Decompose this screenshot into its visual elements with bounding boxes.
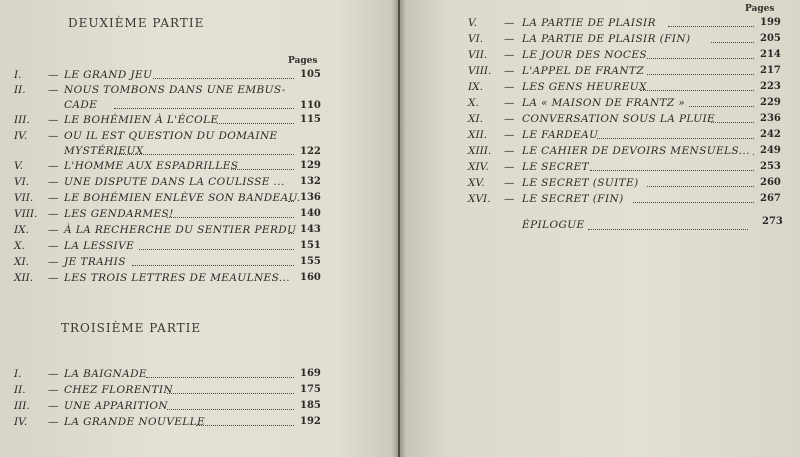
page-number: 143 (300, 224, 321, 235)
page-number: 105 (300, 69, 321, 80)
page-number: 169 (300, 368, 321, 379)
dash: — (48, 256, 59, 268)
dash: — (48, 69, 59, 81)
chapter-number: XIII. (468, 145, 492, 157)
toc-entry (468, 145, 788, 159)
leader-dots (288, 233, 294, 234)
leader-dots (167, 409, 294, 410)
chapter-title-continued: CADE (64, 99, 98, 111)
toc-entry (14, 400, 324, 414)
toc-entry (14, 224, 324, 238)
part-heading: TROISIÈME PARTIE (61, 321, 202, 335)
toc-entry (468, 161, 788, 175)
chapter-title: NOUS TOMBONS DANS UNE EMBUS- (64, 84, 286, 96)
chapter-title: LA PARTIE DE PLAISIR (FIN) (522, 33, 691, 45)
toc-entry (14, 384, 324, 398)
leader-dots (196, 425, 294, 426)
chapter-number: XVI. (468, 193, 491, 205)
toc-entry (14, 416, 324, 430)
chapter-number: II. (14, 384, 26, 396)
dash: — (504, 129, 515, 141)
chapter-title: LE SECRET (SUITE) (522, 177, 639, 189)
toc-entry (14, 114, 324, 128)
chapter-number: III. (14, 114, 30, 126)
pages-label: Pages (745, 4, 775, 14)
leader-dots (711, 42, 754, 43)
leader-dots (146, 377, 294, 378)
page-number: 160 (300, 272, 321, 283)
page-number: 155 (300, 256, 321, 267)
dash: — (504, 145, 515, 157)
chapter-title: CHEZ FLORENTIN (64, 384, 174, 396)
dash: — (504, 97, 515, 109)
chapter-title: LES GENS HEUREUX (522, 81, 647, 93)
dash: — (504, 33, 515, 45)
leader-dots (217, 123, 294, 124)
page-number: 205 (760, 33, 781, 44)
leader-dots (647, 186, 754, 187)
page-number: 151 (300, 240, 321, 251)
chapter-number: I. (14, 368, 22, 380)
chapter-number: VIII. (468, 65, 492, 77)
page-number: 175 (300, 384, 321, 395)
leader-dots (753, 154, 754, 155)
dash: — (48, 384, 59, 396)
leader-dots (711, 122, 754, 123)
chapter-number: IX. (468, 81, 483, 93)
dash: — (504, 49, 515, 61)
chapter-title: LES GENDARMES! (64, 208, 174, 220)
book-gutter (392, 0, 406, 457)
chapter-number: VIII. (14, 208, 38, 220)
leader-dots (647, 74, 754, 75)
toc-entry (468, 49, 788, 63)
page-number: 140 (300, 208, 321, 219)
chapter-number: VI. (14, 176, 30, 188)
page-number: 249 (760, 145, 781, 156)
page-number: 267 (760, 193, 781, 204)
toc-entry (468, 113, 788, 127)
dash: — (504, 17, 515, 29)
page-number: 223 (760, 81, 781, 92)
dash: — (48, 208, 59, 220)
leader-dots (231, 169, 294, 170)
leader-dots (590, 170, 754, 171)
page-number: 129 (300, 160, 321, 171)
chapter-title: LE CAHIER DE DEVOIRS MENSUELS... (522, 145, 750, 157)
chapter-title: LE JOUR DES NOCES (522, 49, 647, 61)
dash: — (48, 368, 59, 380)
chapter-number: IV. (14, 416, 28, 428)
toc-entry (14, 240, 324, 254)
chapter-title: À LA RECHERCHE DU SENTIER PERDU (64, 224, 297, 236)
toc-entry (14, 176, 324, 190)
toc-entry (14, 272, 324, 286)
chapter-number: VI. (468, 33, 484, 45)
toc-entry (14, 84, 324, 98)
leader-dots (668, 26, 754, 27)
leader-dots (114, 108, 294, 109)
chapter-title: LE FARDEAU (522, 129, 599, 141)
dash: — (48, 160, 59, 172)
page-number: 242 (760, 129, 781, 140)
page-number: 229 (760, 97, 781, 108)
leader-dots (633, 202, 755, 203)
chapter-number: IX. (14, 224, 29, 236)
dash: — (504, 81, 515, 93)
dash: — (48, 224, 59, 236)
dash: — (48, 114, 59, 126)
chapter-title: LA LESSIVE (64, 240, 135, 252)
toc-entry (14, 160, 324, 174)
chapter-title: LE BOHÉMIEN À L'ÉCOLE (64, 114, 219, 126)
leader-dots (139, 249, 294, 250)
chapter-number: II. (14, 84, 26, 96)
chapter-number: X. (468, 97, 479, 109)
chapter-number: XIV. (468, 161, 489, 173)
toc-entry (468, 81, 788, 95)
chapter-title: LE SECRET (522, 161, 590, 173)
dash: — (48, 240, 59, 252)
chapter-title: OU IL EST QUESTION DU DOMAINE (64, 130, 278, 142)
page-number: 260 (760, 177, 781, 188)
page-number: 115 (300, 114, 321, 125)
leader-dots (288, 201, 294, 202)
toc-entry (14, 368, 324, 382)
page-number: 192 (300, 416, 321, 427)
chapter-title-continued: MYSTÉRIEUX (64, 145, 144, 157)
leader-dots (167, 217, 294, 218)
page-number: 136 (300, 192, 321, 203)
chapter-number: X. (14, 240, 25, 252)
page-number: 217 (760, 65, 781, 76)
page-number: 110 (300, 100, 321, 111)
dash: — (504, 113, 515, 125)
toc-entry (468, 193, 788, 207)
toc-entry (468, 97, 788, 111)
leader-dots (597, 138, 754, 139)
chapter-number: V. (14, 160, 24, 172)
dash: — (48, 84, 59, 96)
chapter-number: III. (14, 400, 30, 412)
toc-entry (14, 208, 324, 222)
chapter-title: LA BAIGNADE (64, 368, 147, 380)
chapter-title: UNE APPARITION (64, 400, 168, 412)
chapter-number: V. (468, 17, 478, 29)
page-number: 132 (300, 176, 321, 187)
dash: — (504, 177, 515, 189)
leader-dots (689, 106, 754, 107)
dash: — (504, 161, 515, 173)
toc-entry (468, 33, 788, 47)
chapter-number: XI. (14, 256, 29, 268)
chapter-number: IV. (14, 130, 28, 142)
page-number: 122 (300, 146, 321, 157)
chapter-title: LE SECRET (FIN) (522, 193, 624, 205)
chapter-number: VII. (468, 49, 488, 61)
page-number: 253 (760, 161, 781, 172)
page-number: 214 (760, 49, 781, 60)
chapter-title: L'APPEL DE FRANTZ (522, 65, 645, 77)
dash: — (504, 65, 515, 77)
dash: — (48, 192, 59, 204)
page-number: 185 (300, 400, 321, 411)
page-number: 236 (760, 113, 781, 124)
leader-dots (647, 58, 754, 59)
toc-entry (14, 256, 324, 270)
dash: — (48, 176, 59, 188)
page-number: 273 (762, 216, 783, 227)
chapter-title: LA GRANDE NOUVELLE (64, 416, 206, 428)
leader-dots (640, 90, 754, 91)
part-heading: DEUXIÈME PARTIE (68, 16, 205, 30)
chapter-title: LES TROIS LETTRES DE MEAULNES... (64, 272, 291, 284)
chapter-number: XII. (14, 272, 34, 284)
chapter-number: XII. (468, 129, 488, 141)
toc-entry (468, 17, 788, 31)
leader-dots (132, 265, 294, 266)
epilogue-title: ÉPILOGUE (522, 219, 585, 231)
leader-dots (153, 78, 294, 79)
toc-entry (468, 129, 788, 143)
dash: — (504, 193, 515, 205)
toc-entry (468, 177, 788, 191)
leader-dots (588, 229, 748, 230)
chapter-title: LE GRAND JEU (64, 69, 153, 81)
dash: — (48, 130, 59, 142)
dash: — (48, 416, 59, 428)
chapter-title: LE BOHÉMIEN ENLÈVE SON BANDEAU. (64, 192, 301, 204)
chapter-number: I. (14, 69, 22, 81)
dash: — (48, 400, 59, 412)
chapter-title: LA PARTIE DE PLAISIR (522, 17, 656, 29)
toc-entry (14, 192, 324, 206)
chapter-title: LA « MAISON DE FRANTZ » (522, 97, 686, 109)
pages-label: Pages (288, 56, 318, 66)
chapter-title: JE TRAHIS (64, 256, 126, 268)
chapter-number: VII. (14, 192, 34, 204)
toc-entry (14, 69, 324, 83)
toc-entry (468, 65, 788, 79)
leader-dots (114, 154, 294, 155)
chapter-number: XI. (468, 113, 483, 125)
chapter-title: CONVERSATION SOUS LA PLUIE (522, 113, 716, 125)
leader-dots (167, 393, 294, 394)
page-number: 199 (760, 17, 781, 28)
chapter-title: UNE DISPUTE DANS LA COULISSE ... (64, 176, 285, 188)
chapter-number: XV. (468, 177, 485, 189)
chapter-title: L'HOMME AUX ESPADRILLES (64, 160, 239, 172)
dash: — (48, 272, 59, 284)
toc-entry (14, 130, 324, 144)
